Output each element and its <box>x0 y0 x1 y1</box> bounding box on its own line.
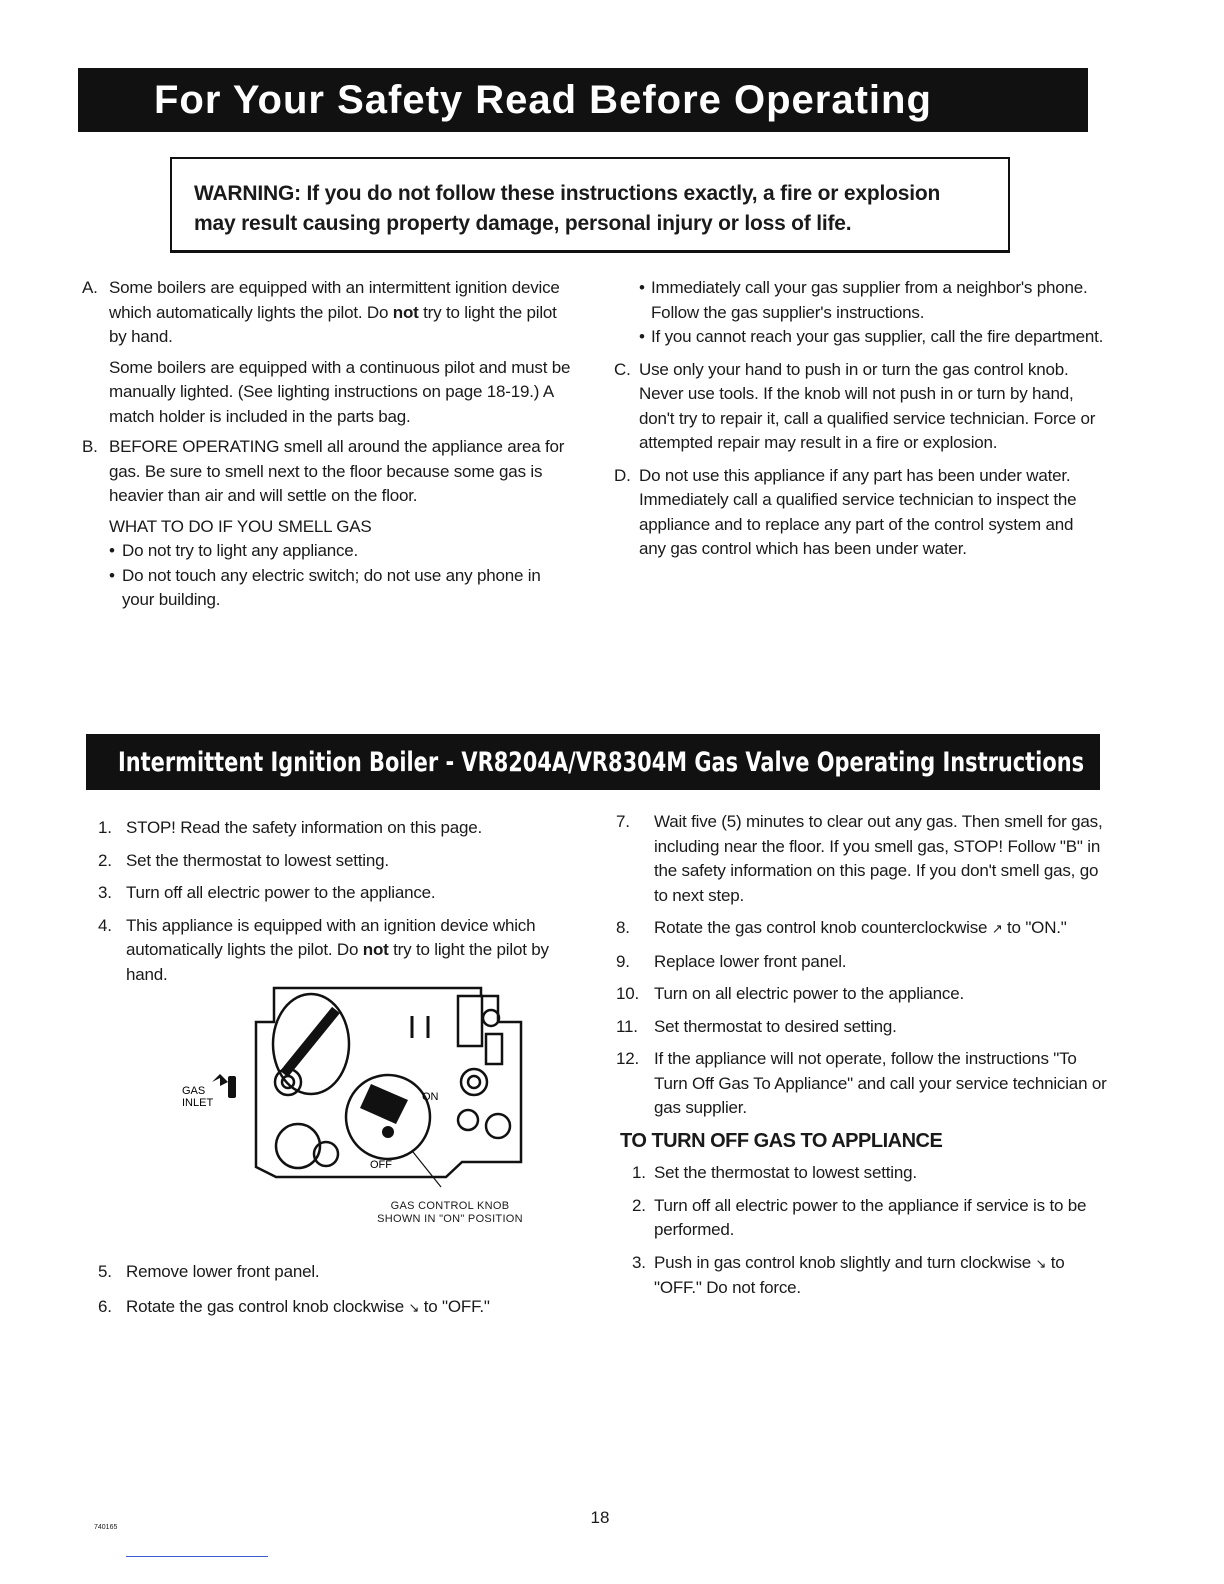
step-item: 6. Rotate the gas control knob clockwise ↘ to "OFF." <box>98 1295 582 1321</box>
caption-line-2: SHOWN IN "ON" POSITION <box>377 1213 523 1225</box>
page-title-banner <box>78 68 1088 132</box>
safety-item-b <box>82 435 576 509</box>
safety-d-paragraph: Do not use this appliance if any part has been under water. Immediately call a qualified service technician to inspect the appliance and to replace any part of the control system and any gas control which has been under water. <box>639 465 1077 558</box>
turn-off-heading: TO TURN OFF GAS TO APPLIANCE <box>620 1129 943 1152</box>
safety-a-paragraph-2: Some boilers are equipped with a continuous pilot and must be manually lighted. (See lighting instructions on page 18-19.) A match holder is included in the parts bag. <box>109 357 571 426</box>
bullet-icon: • <box>109 541 115 560</box>
step-item: 2. Set the thermostat to lowest setting. <box>98 850 389 870</box>
gas-inlet-label-1: GAS <box>182 1085 206 1097</box>
warning-line-1: WARNING: If you do not follow these instructions exactly, a fire or explosion <box>194 182 941 205</box>
safety-c-paragraph: Use only your hand to push in or turn the gas control knob. Never use tools. If the knob will not push in or turn by hand, don't try to repair it, call a qualified service technician. Force or attempted repair may result in a fire or explosion. <box>639 359 1096 452</box>
bullet-icon: • <box>109 565 115 585</box>
turnoff-step-item: 2. Turn off all electric power to the appliance if service is to be performed. <box>632 1195 1087 1239</box>
on-label: ON <box>422 1091 439 1103</box>
bullet-item: • Do not try to light any appliance. <box>82 539 576 564</box>
step-item: 1. STOP! Read the safety information on this page. <box>98 818 482 837</box>
diagram-caption <box>360 1200 540 1226</box>
steps-right-column <box>616 810 1108 1309</box>
document-code: 740165 <box>94 1524 118 1531</box>
footer-rule <box>126 1556 268 1557</box>
bullet-icon: • <box>639 278 645 297</box>
safety-a-paragraph-1: Some boilers are equipped with an intermittent ignition device which automatically lights the pilot. Do not try to light the pilot by hand. <box>109 278 560 346</box>
item-marker: D. <box>614 465 631 485</box>
bullet-icon: • <box>639 327 645 346</box>
step-item: 12. If the appliance will not operate, follow the instructions "To Turn Off Gas To Appliance" and call your service technician or gas supplier. <box>616 1049 1107 1117</box>
bullet-item: • If you cannot reach your gas supplier, call the fire department. <box>639 325 1104 350</box>
step-item: 3. Turn off all electric power to the appliance. <box>98 883 436 902</box>
step-item: 4. This appliance is equipped with an ignition device which automatically lights the pilot. Do not try to light the pilot by hand. <box>98 915 549 984</box>
step-item: 9. Replace lower front panel. <box>616 951 847 971</box>
off-label: OFF <box>370 1159 392 1171</box>
step-item: 10. Turn on all electric power to the appliance. <box>616 984 964 1003</box>
section-title-banner <box>86 734 1100 790</box>
item-marker: C. <box>614 359 631 379</box>
page-number: 18 <box>590 1508 610 1527</box>
step-item: 7. Wait five (5) minutes to clear out any gas. Then smell for gas, including near the floor. If you smell gas, STOP! Follow "B" in the safety information on this page. If you don't smell gas, go to next step. <box>616 812 1103 905</box>
step-item: 11. Set thermostat to desired setting. <box>616 1016 897 1036</box>
warning-line-2: may result causing property damage, personal injury or loss of life. <box>194 212 852 235</box>
steps-left-lower <box>98 1260 582 1328</box>
steps-left-column <box>98 816 582 995</box>
clockwise-arrow-icon: ↘ <box>408 1299 420 1315</box>
caption-line-1: GAS CONTROL KNOB <box>390 1200 510 1212</box>
turnoff-step-item: 1. Set the thermostat to lowest setting. <box>632 1163 917 1182</box>
gas-valve-diagram <box>176 982 536 1232</box>
page-title: For Your Safety Read Before Operating <box>154 77 932 122</box>
step-item: 5. Remove lower front panel. <box>98 1262 320 1281</box>
clockwise-arrow-icon: ↘ <box>1035 1255 1047 1271</box>
turnoff-step-item: 3. Push in gas control knob slightly and turn clockwise ↘ to "OFF." Do not force. <box>632 1252 1065 1297</box>
section-title: Intermittent Ignition Boiler - VR8204A/VR8304M Gas Valve Operating Instructions <box>118 746 1085 778</box>
counterclockwise-arrow-icon: ↗ <box>991 921 1003 936</box>
safety-item-d <box>614 464 1104 562</box>
item-marker: B. <box>82 437 98 456</box>
safety-item-a <box>82 276 576 429</box>
step-item: 8. Rotate the gas control knob counterclockwise ↗ to "ON." <box>616 916 1108 942</box>
item-marker: A. <box>82 278 98 297</box>
bullet-item: • Immediately call your gas supplier from a neighbor's phone. Follow the gas supplier's instructions. <box>639 278 1088 322</box>
gas-inlet-label-2: INLET <box>182 1097 214 1109</box>
warning-box <box>170 157 1010 253</box>
safety-left-column <box>82 276 576 613</box>
bullet-item: • Do not touch any electric switch; do not use any phone in your building. <box>109 565 541 609</box>
smell-gas-heading: WHAT TO DO IF YOU SMELL GAS <box>109 516 372 536</box>
safety-item-c <box>614 358 1104 456</box>
safety-right-column <box>614 276 1104 568</box>
safety-b-paragraph: BEFORE OPERATING smell all around the appliance area for gas. Be sure to smell next to the floor because some gas is heavier than air and will settle on the floor. <box>109 437 565 505</box>
